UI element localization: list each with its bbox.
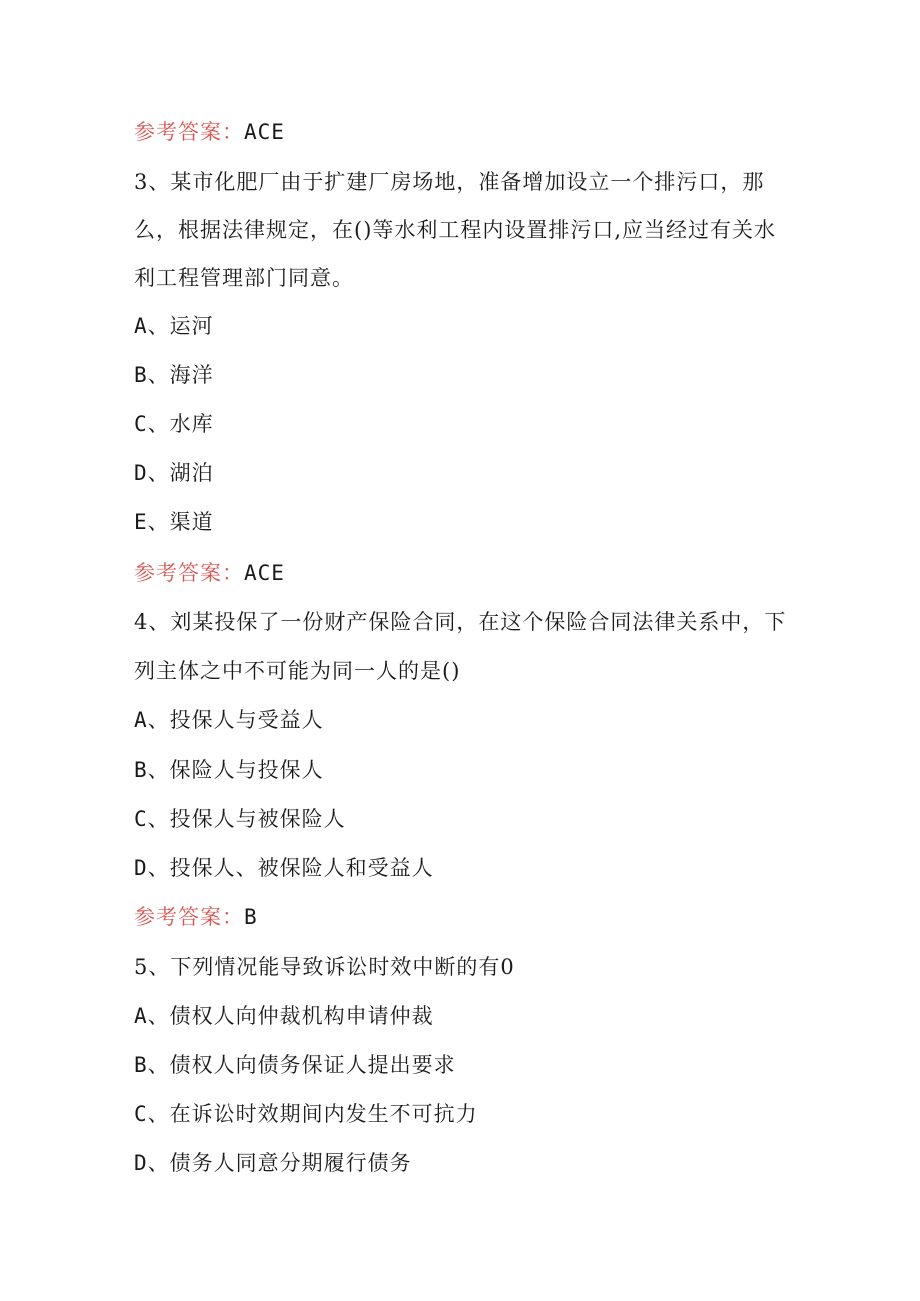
option-letter: A、: [134, 1004, 170, 1028]
answer-value: ACE: [244, 120, 285, 144]
option-letter: D、: [134, 461, 170, 485]
option-letter: B、: [134, 363, 170, 387]
option-letter: B、: [134, 1053, 170, 1077]
question-3-line-3: 利工程管理部门同意。: [134, 266, 354, 290]
option-a: [134, 706, 324, 734]
option-letter: E、: [134, 510, 170, 534]
option-e: [134, 508, 214, 536]
option-text: 债务人同意分期履行债务: [169, 1151, 412, 1175]
option-d: [134, 459, 214, 487]
option-text: 在诉讼时效期间内发生不可抗力: [169, 1102, 478, 1126]
option-letter: D、: [134, 856, 170, 880]
option-letter: A、: [134, 708, 170, 732]
option-letter: C、: [134, 412, 170, 436]
question-4-line-2: 列主体之中不可能为同一人的是(): [134, 659, 461, 683]
question-5-line-1: 5、下列情况能导致诉讼时效中断的有0: [134, 955, 515, 979]
option-text: 渠道: [169, 510, 214, 534]
option-text: 债权人向债务保证人提出要求: [169, 1053, 456, 1077]
option-c: [134, 1100, 478, 1128]
answer-label: 参考答案：: [134, 905, 244, 929]
option-text: 运河: [169, 314, 214, 338]
option-b: [134, 361, 214, 389]
answer-label: 参考答案：: [134, 120, 244, 144]
option-text: 投保人、被保险人和受益人: [169, 856, 434, 880]
answer-value: B: [244, 905, 258, 929]
option-b: [134, 1051, 456, 1079]
option-d: [134, 854, 434, 882]
option-letter: A、: [134, 314, 170, 338]
option-c: [134, 410, 214, 438]
option-text: 投保人与受益人: [169, 708, 324, 732]
option-text: 投保人与被保险人: [169, 807, 346, 831]
option-c: [134, 805, 346, 833]
answer-label: 参考答案：: [134, 561, 244, 585]
option-text: 债权人向仲裁机构申请仲裁: [169, 1004, 434, 1028]
option-a: [134, 1002, 434, 1030]
option-d: [134, 1149, 412, 1177]
question-3-line-2: 么，根据法律规定，在()等水利工程内设置排污口,应当经过有关水: [134, 218, 777, 242]
question-3-line-1: 3、某市化肥厂由于扩建厂房场地，准备增加设立一个排污口，那: [134, 170, 765, 194]
answer-value: ACE: [244, 561, 285, 585]
option-letter: C、: [134, 1102, 170, 1126]
option-letter: C、: [134, 807, 170, 831]
option-letter: B、: [134, 758, 170, 782]
option-a: [134, 312, 214, 340]
answer-line: [134, 903, 258, 931]
option-text: 湖泊: [169, 461, 214, 485]
option-text: 海洋: [169, 363, 214, 387]
option-text: 保险人与投保人: [169, 758, 324, 782]
question-4-line-1: 4、刘某投保了一份财产保险合同，在这个保险合同法律关系中，下: [134, 610, 787, 634]
answer-line: [134, 118, 285, 146]
answer-line: [134, 559, 285, 587]
option-text: 水库: [169, 412, 214, 436]
option-b: [134, 756, 324, 784]
option-letter: D、: [134, 1151, 170, 1175]
